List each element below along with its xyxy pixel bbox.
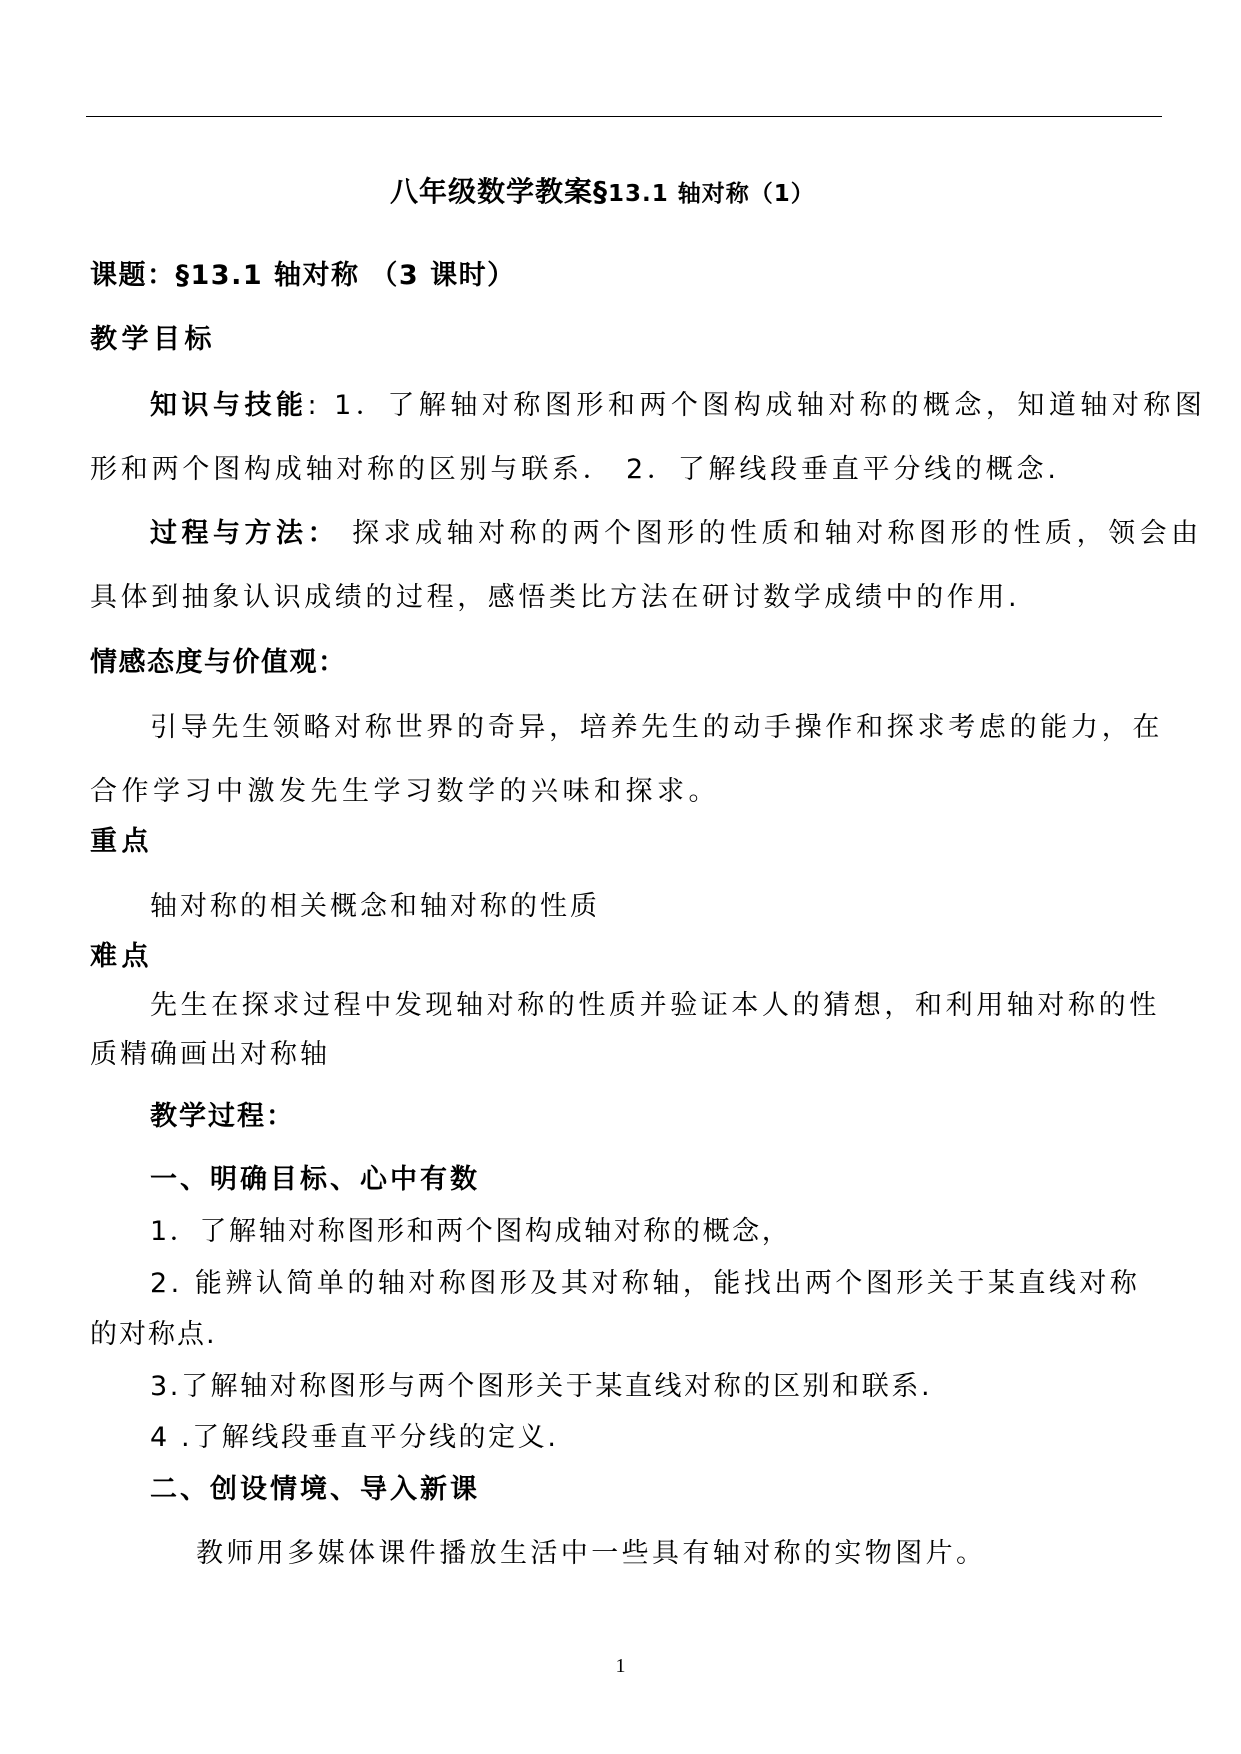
topic-line: 课题：§13.1 轴对称 （3 课时） bbox=[90, 260, 516, 291]
emotion-heading: 情感态度与价值观： bbox=[90, 647, 347, 678]
header-rule bbox=[86, 116, 1162, 117]
objective-item-1: 1．了解轴对称图形和两个图构成轴对称的概念， bbox=[150, 1216, 792, 1247]
difficult-heading: 难点 bbox=[90, 941, 153, 972]
knowledge-line-1 bbox=[150, 392, 1206, 419]
key-heading: 重点 bbox=[90, 826, 153, 857]
section2-text: 教师用多媒体课件播放生活中一些具有轴对称的实物图片。 bbox=[196, 1538, 987, 1569]
knowledge-label: 知识与技能 bbox=[150, 390, 308, 421]
title-sub: 13.1 轴对称（1） bbox=[608, 181, 815, 207]
title-main: 八年级数学教案§ bbox=[390, 175, 609, 208]
objective-item-4: 4 .了解线段垂直平分线的定义. bbox=[150, 1422, 559, 1453]
objective-item-3: 3.了解轴对称图形与两个图形关于某直线对称的区别和联系. bbox=[150, 1371, 933, 1402]
objective-item-2-line-1: 2. 能辨认简单的轴对称图形及其对称轴，能找出两个图形关于某直线对称 bbox=[150, 1268, 1141, 1299]
heading-objectives: 教学目标 bbox=[90, 324, 216, 355]
key-text: 轴对称的相关概念和轴对称的性质 bbox=[150, 891, 600, 922]
process-heading: 教学过程： bbox=[150, 1101, 295, 1132]
knowledge-line-2: 形和两个图构成轴对称的区别与联系． 2．了解线段垂直平分线的概念. bbox=[90, 454, 1060, 485]
objective-item-2-line-2: 的对称点. bbox=[90, 1319, 217, 1350]
emotion-line-1: 引导先生领略对称世界的奇异，培养先生的动手操作和探求考虑的能力，在 bbox=[150, 712, 1164, 743]
page-number: 1 bbox=[615, 1655, 626, 1677]
page-title bbox=[390, 175, 815, 208]
emotion-line-2: 合作学习中激发先生学习数学的兴味和探求。 bbox=[90, 776, 720, 807]
process-text-1: 探求成轴对称的两个图形的性质和轴对称图形的性质，领会由 bbox=[339, 518, 1203, 549]
knowledge-text-1: : 1．了解轴对称图形和两个图构成轴对称的概念，知道轴对称图 bbox=[307, 390, 1207, 421]
process-line-2: 具体到抽象认识成绩的过程，感悟类比方法在研讨数学成绩中的作用. bbox=[90, 582, 1021, 613]
difficult-line-1: 先生在探求过程中发现轴对称的性质并验证本人的猜想，和利用轴对称的性 bbox=[150, 990, 1160, 1021]
difficult-line-2: 质精确画出对称轴 bbox=[90, 1039, 330, 1070]
process-line-1 bbox=[150, 520, 1203, 547]
section1-heading: 一、明确目标、心中有数 bbox=[150, 1164, 480, 1195]
process-label: 过程与方法： bbox=[150, 518, 339, 549]
section2-heading: 二、创设情境、导入新课 bbox=[150, 1474, 480, 1505]
